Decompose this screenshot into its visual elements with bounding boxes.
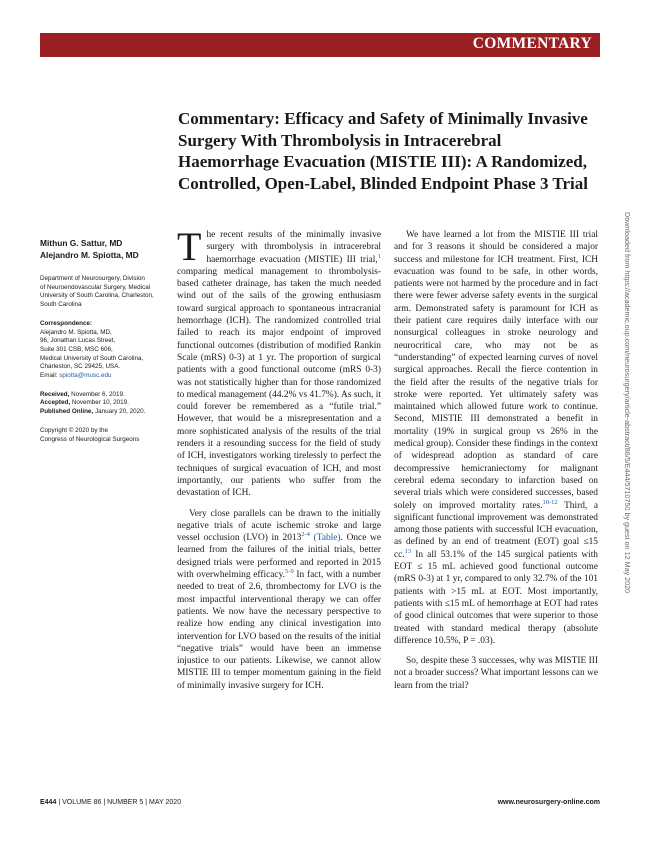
received-date <box>40 391 168 400</box>
email-link[interactable]: spiotta@musc.edu <box>59 372 112 380</box>
drop-cap: T <box>177 224 202 269</box>
issue-number: NUMBER 5 <box>107 799 144 806</box>
citation-link[interactable]: 5-9 <box>285 567 294 575</box>
accepted-value: November 10, 2019. <box>71 399 129 407</box>
correspondence-line: Medical University of South Carolina, <box>40 354 144 362</box>
page-number: E444 <box>40 799 57 806</box>
citation-link[interactable]: 13 <box>404 547 412 555</box>
correspondence-line: Charleston, SC 29425, USA. <box>40 363 121 371</box>
affiliation-line: South Carolina <box>40 301 82 309</box>
paragraph-text: In fact, with a number needed to treat of 2.6, thrombectomy for LVO is the most impactful interventional therapy we can offer patients. We now have the necessary perspective to realize how ending any clinical investigation into intervention for LVO based on the results of the initial “negative trials” would have been an immense injustice to our patients. Likewise, we cannot allow MISTIE III to temper momentum gaining in the field of minimally invasive surgery for ICH. <box>177 570 381 691</box>
page-footer-info <box>40 799 181 806</box>
paragraph-text: . Once we learned from the failures of the initial trials, better designed trials were performed and reported in 2015 with overwhelming efficacy. <box>177 533 381 581</box>
footer-separator: | <box>145 799 148 806</box>
affiliation-line: of Neuroendovascular Surgery, Medical <box>40 283 151 291</box>
download-watermark: Downloaded from https://academic.oup.com/neurosurgery/article-abstract/86/5/E444/5710750 by guest on 12 May 2020 <box>623 212 632 594</box>
citation-link[interactable]: 10-12 <box>542 498 558 506</box>
paragraph-text: Very close parallels can be drawn to the initially negative trials of acute ischemic stroke and large vessel occlusion (LVO) in 2013 <box>177 508 381 544</box>
footer-separator: | <box>58 799 61 806</box>
commentary-banner <box>40 33 600 57</box>
correspondence <box>40 320 168 381</box>
author-name: Alejandro M. Spiotta, MD <box>40 249 139 260</box>
paragraph-text: We have learned a lot from the MISTIE III trial and for 3 reasons it should be considered a major success and milestone for ICH treatment. First, ICH evacuation was found to be safe, in other words, patients were not harmed by the procedure and in fact there were fewer adverse safety events in the surgical arm. Demonstrated safety is paramount for ICH as their patient care requires daily interface with our nonsurgical colleagues in stroke neurology and neurocritical care, who may not be as “understanding” of expected learning curves of novel surgical approaches. Recall the fierce contention in the field after the results of the negative trials for stroke were reported. Yet ultimately safety was maintained which allowed future work to continue. Second, MISTIE III demonstrated a benefit in mortality (19% in surgical group vs 26% in the medical group). Consider these findings in the context of widespread adoption as standard of care decompressive hemicraniectomy for malignant cerebral edema secondary to infarction based on several trials which were considered successes, based solely on improved mortality rates. <box>394 230 598 511</box>
paragraph-text: comparing medical management to thrombolysis-based catheter drainage, has taken the much needed wind out of the sails of the growing enthusiasm toward surgical approach to spontaneous intracranial hemorrhage (ICH). The randomized controlled trial failed to reach its major endpoint of improved functional outcomes (distribution of modified Rankin Scale (mRS) 0-3) at 1 yr. The proportion of surgical patients with a good functional outcome (mRS 0-3) was not statistically higher than for those randomized to medical management (44.2% vs 41.7%). As such, it could forever be remembered as a “futile trial.” However, that would be a misrepresentation and a more sophisticated analysis of the results of the trial renders it a resounding success for the field of study of ICH, investigators working tirelessly to perfect the techniques of surgical evacuation of ICH, and most importantly, our patients who suffer from the devastation of ICH. <box>177 266 381 499</box>
copyright-line: Copyright © 2020 by the <box>40 426 108 434</box>
paragraph-text: In all 53.1% of the 145 surgical patients with EOT ≤ 15 mL achieved good functional outcome (mRS 0-3) at 1 yr, compared to only 32.7% of the 101 patients with >15 mL at EOT. Most importantly, patients with ≤15 mL of hemorrhage at EOT had rates of good clinical outcomes that were superior to those treated with standard medical therapy (absolute difference 10.5%, P = .03). <box>394 549 598 646</box>
body-paragraph: So, despite these 3 successes, why was MISTIE III not a broader success? What important lessons can we learn from the trial? <box>394 656 598 691</box>
article-sidebar <box>40 238 168 454</box>
issue-date: MAY 2020 <box>149 799 182 806</box>
accepted-label: Accepted, <box>40 399 71 407</box>
published-value: January 20, 2020. <box>94 408 146 416</box>
body-column-right <box>394 229 598 700</box>
published-date <box>40 408 168 417</box>
received-value: November 6, 2019. <box>71 390 125 398</box>
article-title: Commentary: Efficacy and Safety of Minimally Invasive Surgery With Thrombolysis in Intracerebral Haemorrhage Evacuation (MISTIE III): A Randomized, Controlled, Open-Label, Blinded Endpoint Phase 3 Trial <box>178 109 588 193</box>
footer-separator: | <box>103 799 106 806</box>
table-link[interactable]: (Table) <box>313 533 341 544</box>
correspondence-heading: Correspondence: <box>40 319 93 327</box>
correspondence-line: Suite 301 CSB, MSC 606, <box>40 345 113 353</box>
body-paragraph <box>177 224 381 500</box>
author-list <box>40 238 168 261</box>
body-paragraph <box>394 229 598 647</box>
received-label: Received, <box>40 390 70 398</box>
affiliation-line: University of South Carolina, Charleston, <box>40 292 154 300</box>
paragraph-text: Third, a significant functional improvement was demonstrated among those patients with successful ICH evacuation, as defined by an end of treatment (EOT) goal ≤15 cc. <box>394 500 599 560</box>
journal-website[interactable]: www.neurosurgery-online.com <box>497 799 600 806</box>
copyright <box>40 427 168 444</box>
affiliation-line: Department of Neurosurgery, Division <box>40 275 145 282</box>
paragraph-text: he recent results of the minimally invasive surgery with thrombolysis in intracerebral haemorrhage evacuation (MISTIE) III trial, <box>206 230 381 265</box>
copyright-line: Congress of Neurological Surgeons <box>40 435 140 443</box>
body-paragraph <box>177 508 381 692</box>
citation-link[interactable]: 1 <box>377 252 381 260</box>
banner-label: COMMENTARY <box>472 35 592 52</box>
author-name: Mithun G. Sattur, MD <box>40 238 123 248</box>
affiliation <box>40 275 168 310</box>
email-line <box>40 372 168 381</box>
volume: VOLUME 86 <box>62 799 102 806</box>
accepted-date <box>40 399 168 408</box>
correspondence-line: 96, Jonathan Lucas Street, <box>40 337 116 345</box>
published-label: Published Online, <box>40 408 94 416</box>
article-dates <box>40 391 168 417</box>
correspondence-line: Alejandro M. Spiotta, MD, <box>40 328 112 336</box>
email-label: Email: <box>40 372 58 380</box>
body-column-left <box>177 224 381 700</box>
citation-link[interactable]: 2-4 <box>301 531 310 538</box>
